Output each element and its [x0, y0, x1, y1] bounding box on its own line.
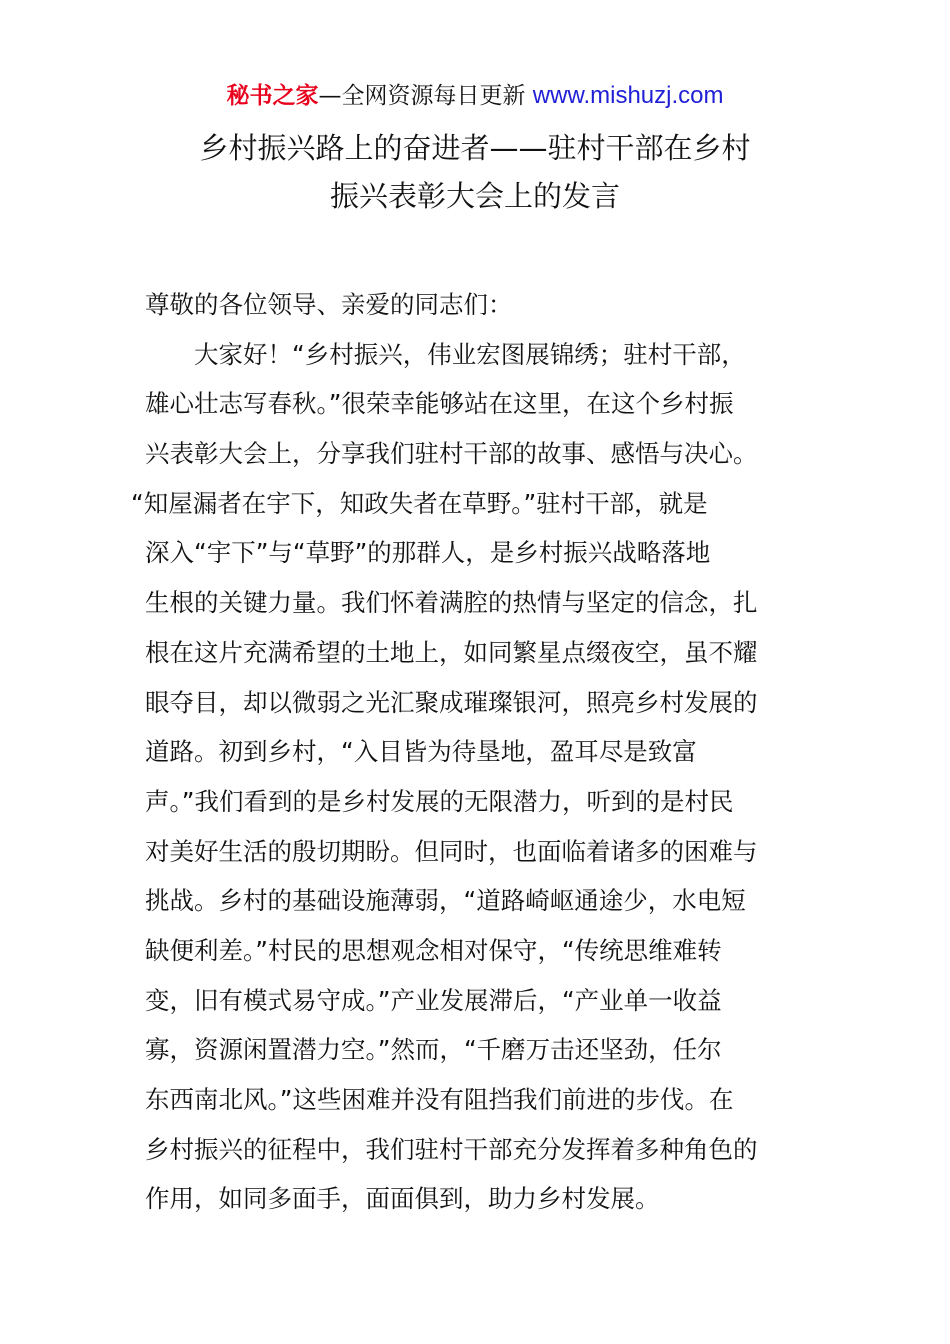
brand-name: 秘书之家 — [226, 83, 319, 109]
paragraph-line: 声。”我们看到的是乡村发展的无限潜力，听到的是村民 — [145, 786, 734, 816]
site-header — [0, 80, 950, 112]
paragraph-line: 生根的关键力量。我们怀着满腔的热情与坚定的信念，扎 — [145, 588, 758, 618]
paragraph-line: 东西南北风。”这些困难并没有阻挡我们前进的步伐。在 — [145, 1085, 734, 1114]
title-line-1: 乡村振兴路上的奋进者——驻村干部在乡村 — [199, 131, 751, 165]
paragraph-line: 变，旧有模式易守成。”产业发展滞后，“产业单一收益 — [145, 985, 722, 1015]
paragraph-line: 道路。初到乡村，“入目皆为待垦地，盈耳尽是致富 — [145, 737, 697, 767]
paragraph-line: 兴表彰大会上，分享我们驻村干部的故事、感悟与决心。 — [145, 439, 758, 469]
speech-body — [131, 280, 815, 1224]
paragraph-line: 雄心壮志写春秋。”很荣幸能够站在这里，在这个乡村振 — [145, 389, 734, 419]
paragraph-line: 挑战。乡村的基础设施薄弱，“道路崎岖通途少，水电短 — [145, 886, 746, 916]
paragraph-line: 乡村振兴的征程中，我们驻村干部充分发挥着多种角色的 — [145, 1134, 758, 1164]
paragraph-line: 对美好生活的殷切期盼。但同时，也面临着诸多的困难与 — [145, 836, 758, 866]
paragraph-line: 眼夺目，却以微弱之光汇聚成璀璨银河，照亮乡村发展的 — [145, 687, 758, 717]
title-line-2: 振兴表彰大会上的发言 — [329, 179, 620, 213]
salutation: 尊敬的各位领导、亲爱的同志们： — [145, 290, 513, 319]
site-tagline: —全网资源每日更新 — [318, 83, 533, 109]
document-title — [60, 124, 890, 220]
paragraph-line: 根在这片充满希望的土地上，如同繁星点缀夜空，虽不耀 — [145, 637, 758, 667]
paragraph-line: 深入“宇下”与“草野”的那群人，是乡村振兴战略落地 — [145, 538, 711, 568]
paragraph-line: “知屋漏者在宇下，知政失者在草野。”驻村干部，就是 — [131, 488, 708, 518]
paragraph-line: 大家好！“乡村振兴，伟业宏图展锦绣；驻村干部， — [194, 339, 746, 369]
paragraph-line: 缺便利差。”村民的思想观念相对保守，“传统思维难转 — [145, 935, 722, 965]
paragraph-line: 作用，如同多面手，面面俱到，助力乡村发展。 — [145, 1184, 660, 1214]
paragraph-line: 寡，资源闲置潜力空。”然而，“千磨万击还坚劲，任尔 — [145, 1035, 722, 1065]
site-url-link[interactable]: www.mishuzj.com — [532, 82, 724, 109]
